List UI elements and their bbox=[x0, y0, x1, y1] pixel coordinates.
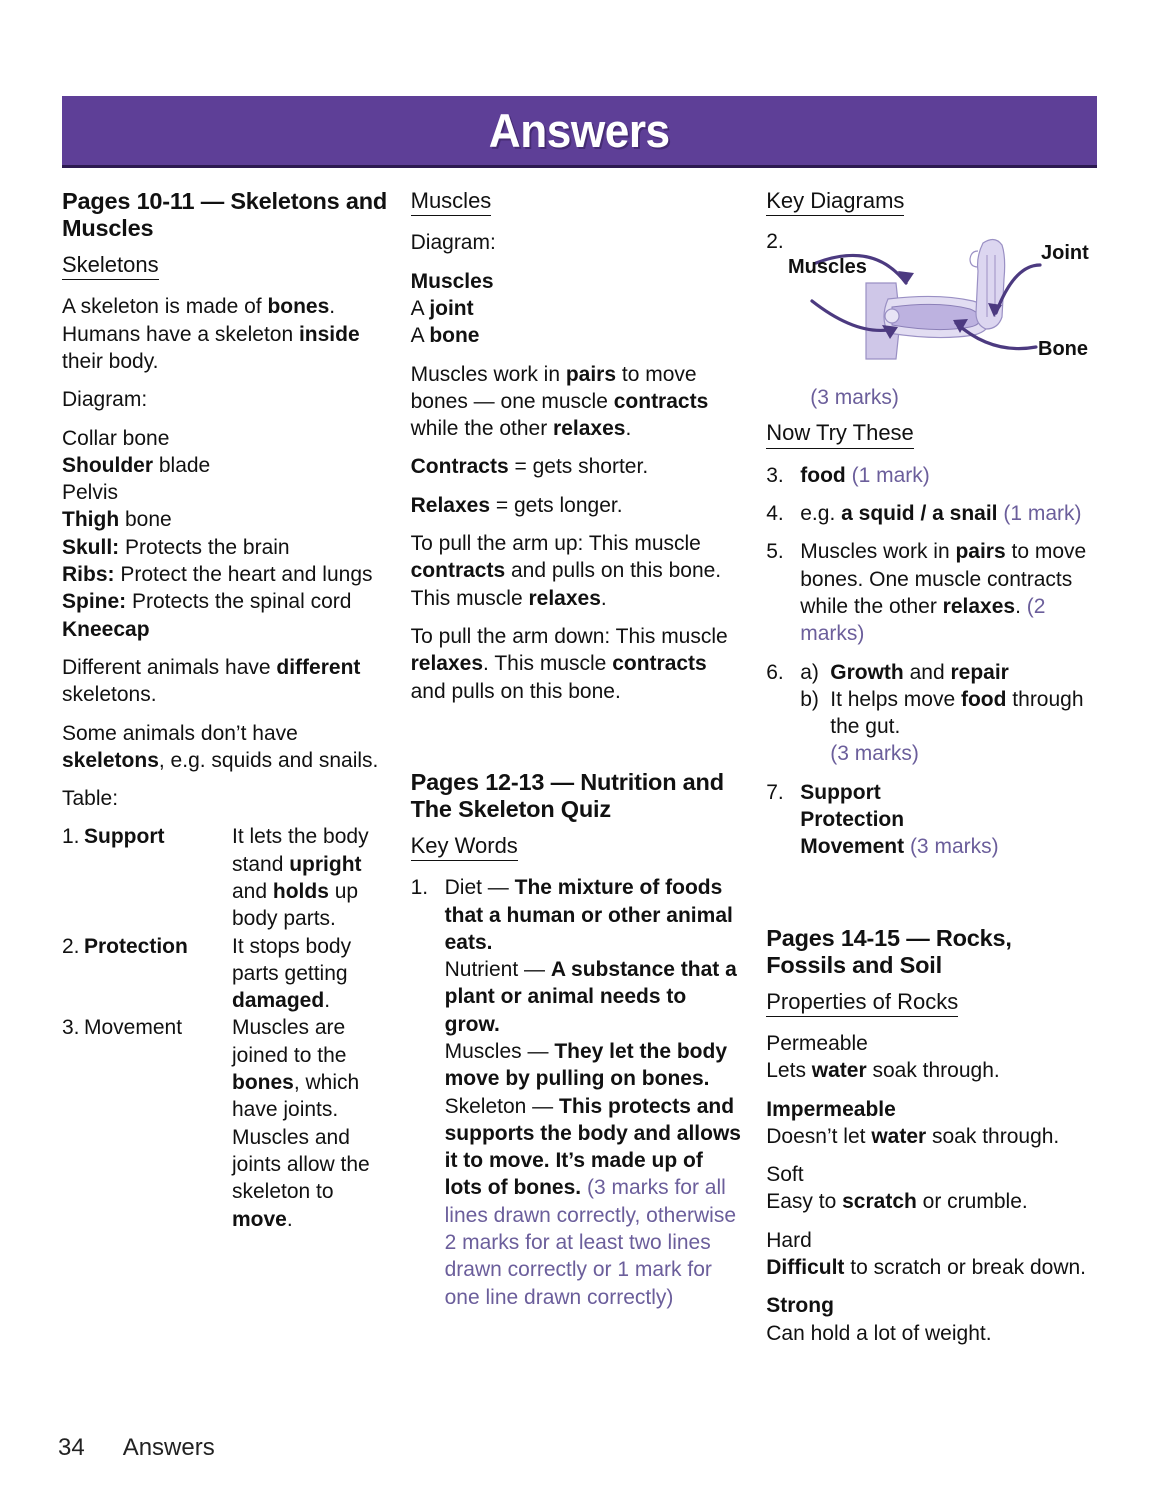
marks-text: (3 marks) bbox=[830, 742, 919, 766]
text-bold: food bbox=[960, 687, 1007, 711]
text-bold: relaxes bbox=[942, 594, 1016, 618]
diagram-answer-line bbox=[411, 322, 745, 349]
text-bold: relaxes bbox=[528, 586, 601, 610]
subheading-properties-of-rocks: Properties of Rocks bbox=[766, 989, 958, 1017]
text-bold: Growth bbox=[830, 660, 904, 684]
rock-property bbox=[766, 1227, 1090, 1282]
text-bold: a squid / a snail bbox=[841, 502, 998, 526]
column-3 bbox=[766, 188, 1102, 1378]
list-item-body bbox=[800, 779, 1090, 861]
sub-item-label: b) bbox=[800, 687, 819, 711]
rock-property bbox=[766, 1292, 1090, 1347]
text-fragment: soak through. bbox=[866, 1059, 1000, 1083]
text-bold: move bbox=[232, 1207, 287, 1231]
text-bold: They let the body move by pulling on bones. bbox=[444, 1039, 727, 1091]
text-bold: Shoulder bbox=[62, 453, 154, 477]
text-bold: water bbox=[811, 1059, 867, 1083]
diagram-answer-line bbox=[62, 561, 396, 588]
subheading-now-try-these: Now Try These bbox=[766, 420, 914, 448]
diagram-answer-list-col1 bbox=[62, 425, 396, 643]
text-fragment: It stops body parts getting bbox=[232, 934, 352, 985]
diagram-answer-line bbox=[62, 506, 396, 533]
answer-line bbox=[800, 779, 1090, 806]
table-row bbox=[62, 933, 396, 1015]
diagram-label-bone: Bone bbox=[1038, 338, 1089, 361]
rock-property-term bbox=[766, 1227, 1090, 1254]
table-row-number: 3. bbox=[62, 1016, 80, 1040]
subheading-key-diagrams: Key Diagrams bbox=[766, 188, 904, 216]
text-fragment: Different animals have bbox=[62, 655, 277, 679]
text-bold: damaged bbox=[232, 989, 325, 1013]
text-fragment: To pull the arm down: This muscle bbox=[410, 624, 728, 648]
list-item-body bbox=[800, 538, 1090, 647]
text-fragment: Can hold a lot of weight. bbox=[766, 1321, 992, 1345]
text-bold: relaxes bbox=[553, 417, 626, 441]
text-fragment: and pulls on this bone. This muscle bbox=[410, 559, 722, 610]
text-fragment: . This muscle bbox=[483, 652, 613, 676]
section-heading-rocks-fossils-soil: Pages 14-15 — Rocks, Fossils and Soil bbox=[766, 924, 1012, 979]
text-fragment: . bbox=[625, 417, 632, 441]
text-bold: Thigh bbox=[62, 508, 120, 532]
text-fragment: Collar bone bbox=[62, 426, 170, 450]
rock-property-term bbox=[766, 1161, 1090, 1188]
list-item bbox=[766, 538, 1090, 647]
text-fragment: Protects the spinal cord bbox=[126, 590, 352, 614]
list-item bbox=[766, 462, 1090, 489]
diagram-answer-line bbox=[411, 268, 745, 295]
rock-properties-list bbox=[766, 1030, 1090, 1347]
key-word-entry bbox=[445, 874, 745, 956]
table-label: Table: bbox=[62, 787, 119, 811]
text-fragment: = gets shorter. bbox=[508, 455, 649, 479]
text-fragment: Protects the brain bbox=[119, 535, 290, 559]
list-item bbox=[766, 779, 1090, 861]
text-fragment: their body. bbox=[62, 349, 159, 373]
text-fragment: to scratch or break down. bbox=[844, 1256, 1087, 1280]
diagram-answer-line bbox=[62, 479, 396, 506]
diagram-label-muscles: Muscles bbox=[788, 256, 868, 279]
text-fragment: Protect the heart and lungs bbox=[114, 563, 373, 587]
diagram-answer-list-col2 bbox=[411, 268, 745, 350]
marks-text: (1 mark) bbox=[851, 463, 930, 487]
text-fragment: . Humans have a skeleton bbox=[62, 295, 336, 346]
table-row bbox=[62, 1014, 396, 1232]
marks-text: (2 marks) bbox=[800, 594, 1046, 646]
text-bold: Muscles bbox=[410, 269, 494, 293]
list-item-body bbox=[800, 462, 1090, 489]
sub-item bbox=[800, 686, 1090, 741]
footer-label: Answers bbox=[122, 1434, 215, 1461]
text-bold: This protects and supports the body and allows it to move. It’s made up of lots of bones. bbox=[444, 1094, 741, 1200]
text-bold: bone bbox=[429, 324, 480, 348]
text-bold: joint bbox=[429, 296, 474, 320]
skeleton-functions-table bbox=[62, 823, 396, 1232]
diagram-answer-line bbox=[411, 295, 745, 322]
table-cell-description bbox=[232, 823, 396, 932]
diagram-answer-line bbox=[62, 588, 396, 615]
text-fragment: blade bbox=[153, 453, 211, 477]
rock-property-description bbox=[766, 1123, 1090, 1150]
list-item-body bbox=[800, 659, 1090, 768]
definition-relaxes bbox=[411, 492, 745, 519]
text-fragment: It lets the body stand bbox=[232, 825, 369, 876]
text-fragment: to move bones. One muscle contracts while the other bbox=[800, 540, 1087, 618]
text-fragment: Muscles — bbox=[444, 1039, 555, 1063]
diagram-label-col2: Diagram: bbox=[410, 231, 496, 255]
text-fragment: Hard bbox=[766, 1228, 812, 1252]
text-fragment: Diet — bbox=[444, 876, 515, 900]
rock-property-description bbox=[766, 1188, 1090, 1215]
text-fragment: Movement bbox=[84, 1016, 183, 1040]
diagram-answer-line bbox=[62, 425, 396, 452]
subheading-muscles-wrap bbox=[411, 188, 745, 223]
marks-text: (3 marks for all lines drawn correctly, otherwise 2 marks for at least two lines drawn correctly or 1 mark for one line drawn correctly) bbox=[444, 1176, 737, 1309]
page-header-banner bbox=[62, 96, 1097, 168]
text-bold: food bbox=[800, 463, 846, 487]
text-fragment: , which have joints. Muscles and joints allow the skeleton to bbox=[232, 1071, 370, 1204]
text-fragment: It helps move bbox=[830, 687, 961, 711]
sub-item-body bbox=[830, 686, 1090, 741]
table-cell-function bbox=[84, 933, 232, 1015]
text-fragment: up body parts. bbox=[232, 880, 359, 931]
subheading-skeletons-wrap bbox=[62, 252, 396, 287]
answer-line bbox=[800, 806, 1090, 833]
list-item-number: 7. bbox=[766, 780, 784, 804]
subheading-skeletons: Skeletons bbox=[62, 252, 159, 280]
rock-property-description bbox=[766, 1254, 1090, 1281]
text-fragment: while the other bbox=[410, 417, 554, 441]
text-fragment: Pelvis bbox=[62, 481, 119, 505]
list-item-body bbox=[800, 500, 1090, 527]
diagram-number: 2. bbox=[766, 230, 784, 254]
text-fragment: . bbox=[324, 989, 331, 1013]
text-bold: Kneecap bbox=[62, 617, 150, 641]
table-row bbox=[62, 823, 396, 932]
text-bold: A substance that a plant or animal needs to grow. bbox=[444, 958, 737, 1036]
now-try-these-list bbox=[766, 462, 1090, 861]
text-bold: Difficult bbox=[766, 1256, 845, 1280]
text-bold: Protection bbox=[800, 808, 905, 832]
text-fragment: Skeleton — bbox=[444, 1094, 560, 1118]
text-bold: contracts bbox=[612, 652, 707, 676]
text-bold: Support bbox=[84, 825, 165, 849]
key-word-entry bbox=[445, 1093, 745, 1311]
text-bold: bones bbox=[267, 295, 330, 319]
table-row-number: 1. bbox=[62, 825, 80, 849]
key-word-entry bbox=[445, 1038, 745, 1093]
text-bold: Ribs: bbox=[62, 563, 115, 587]
text-fragment: A bbox=[410, 296, 430, 320]
text-bold: Contracts bbox=[410, 455, 509, 479]
arm-diagram-svg bbox=[788, 221, 1098, 381]
text-bold: different bbox=[276, 655, 361, 679]
table-cell-function bbox=[84, 1014, 232, 1232]
definition-contracts bbox=[411, 453, 745, 480]
text-bold: pairs bbox=[565, 362, 617, 386]
list-item-number: 3. bbox=[766, 463, 784, 487]
diagram-answer-line bbox=[62, 452, 396, 479]
rock-property-term bbox=[766, 1096, 1090, 1123]
text-fragment: To pull the arm up: This muscle bbox=[410, 532, 701, 556]
text-bold: Strong bbox=[766, 1294, 834, 1318]
list-item bbox=[766, 659, 1090, 768]
text-fragment: Muscles are joined to the bbox=[232, 1016, 347, 1067]
sub-item-label: a) bbox=[800, 660, 819, 684]
list-item-number: 1. bbox=[410, 876, 429, 900]
text-fragment: through the gut. bbox=[830, 687, 1084, 739]
section-heading-skeletons-muscles: Pages 10-11 — Skeletons and Muscles bbox=[62, 188, 388, 242]
text-bold: holds bbox=[272, 880, 329, 903]
subheading-properties-of-rocks-wrap bbox=[766, 989, 1090, 1024]
text-bold: water bbox=[871, 1124, 927, 1148]
subheading-key-words-wrap bbox=[411, 833, 745, 868]
diagram-marks: (3 marks) bbox=[810, 386, 899, 410]
rock-property bbox=[766, 1030, 1090, 1085]
text-fragment: . bbox=[600, 586, 607, 610]
text-bold: contracts bbox=[410, 559, 506, 583]
page-footer bbox=[58, 1434, 215, 1462]
column-1 bbox=[62, 188, 408, 1378]
text-fragment: e.g. bbox=[800, 502, 842, 526]
sub-item-body bbox=[830, 659, 1090, 686]
text-bold: Spine: bbox=[62, 590, 127, 614]
list-item bbox=[766, 500, 1090, 527]
text-fragment: Easy to bbox=[766, 1190, 843, 1214]
paragraph-different-skeletons bbox=[62, 654, 396, 709]
text-bold: upright bbox=[289, 852, 362, 876]
text-fragment: and bbox=[232, 880, 273, 903]
marks-text: (3 marks) bbox=[904, 835, 999, 859]
text-fragment: Muscles work in bbox=[800, 540, 956, 564]
arm-muscle-diagram bbox=[766, 229, 1090, 384]
text-fragment: Nutrient — bbox=[444, 958, 551, 982]
three-column-body bbox=[62, 188, 1102, 1378]
rock-property-term bbox=[766, 1292, 1090, 1319]
text-fragment: A bbox=[410, 324, 430, 348]
rock-property-description bbox=[766, 1057, 1090, 1084]
table-cell-function bbox=[84, 823, 232, 932]
table-cell-description bbox=[232, 933, 396, 1015]
key-word-entry bbox=[445, 956, 745, 1038]
text-bold: bones bbox=[232, 1071, 294, 1095]
rock-property bbox=[766, 1096, 1090, 1151]
text-bold: The mixture of foods that a human or other animal eats. bbox=[444, 876, 733, 954]
text-bold: Support bbox=[800, 780, 881, 804]
text-fragment: and bbox=[903, 660, 951, 684]
section-heading-nutrition-quiz: Pages 12-13 — Nutrition and The Skeleton Quiz bbox=[410, 768, 724, 823]
list-item-number: 4. bbox=[766, 502, 784, 526]
subheading-key-words: Key Words bbox=[411, 833, 518, 861]
text-fragment: Muscles work in bbox=[410, 362, 566, 386]
text-fragment: or crumble. bbox=[916, 1190, 1028, 1214]
text-bold: Impermeable bbox=[766, 1097, 896, 1121]
rock-property-term bbox=[766, 1030, 1090, 1057]
text-fragment: Permeable bbox=[766, 1032, 868, 1055]
diagram-label-joint: Joint bbox=[1041, 242, 1090, 265]
list-item bbox=[411, 874, 745, 1311]
text-fragment: A skeleton is made of bbox=[62, 295, 268, 319]
text-bold: skeletons bbox=[62, 748, 159, 772]
text-fragment: Soft bbox=[766, 1163, 804, 1187]
column-2 bbox=[411, 188, 757, 1378]
subheading-key-diagrams-wrap bbox=[766, 188, 1090, 223]
text-bold: pairs bbox=[955, 540, 1006, 564]
footer-page-number: 34 bbox=[58, 1434, 85, 1461]
text-bold: Relaxes bbox=[410, 493, 491, 517]
answer-line bbox=[800, 833, 1090, 860]
list-item-body bbox=[445, 874, 745, 1311]
subheading-muscles: Muscles bbox=[411, 188, 492, 216]
table-row-number: 2. bbox=[62, 934, 80, 958]
list-item-number: 5. bbox=[766, 540, 784, 564]
text-bold: scratch bbox=[842, 1190, 917, 1214]
text-fragment: and pulls on this bone. bbox=[410, 679, 621, 703]
text-fragment: , e.g. squids and snails. bbox=[158, 748, 379, 772]
text-bold: relaxes bbox=[410, 652, 484, 676]
sub-item bbox=[800, 659, 1090, 686]
text-bold: Movement bbox=[800, 835, 905, 859]
list-item-number: 6. bbox=[766, 660, 784, 684]
text-fragment: Doesn’t let bbox=[766, 1124, 872, 1148]
text-bold: repair bbox=[950, 660, 1009, 684]
text-bold: contracts bbox=[613, 389, 709, 413]
rock-property-description bbox=[766, 1320, 1090, 1347]
text-fragment: Some animals don’t have bbox=[62, 721, 298, 745]
diagram-answer-line bbox=[62, 616, 396, 643]
key-words-list bbox=[411, 874, 745, 1311]
text-fragment: to move bones — one muscle bbox=[410, 362, 697, 413]
text-bold: Skull: bbox=[62, 535, 120, 559]
paragraph-arm-up bbox=[411, 530, 745, 612]
text-fragment: skeletons. bbox=[62, 683, 157, 707]
rock-property bbox=[766, 1161, 1090, 1216]
text-bold: inside bbox=[298, 322, 360, 346]
text-bold: Protection bbox=[84, 934, 188, 958]
table-cell-description bbox=[232, 1014, 396, 1232]
text-fragment: = gets longer. bbox=[490, 493, 623, 517]
text-fragment: soak through. bbox=[926, 1124, 1060, 1148]
diagram-label-col1: Diagram: bbox=[62, 388, 148, 412]
paragraph-skeleton-made-of bbox=[62, 293, 396, 375]
text-fragment: . bbox=[1015, 594, 1027, 618]
text-fragment: Lets bbox=[766, 1059, 812, 1083]
subheading-now-try-these-wrap bbox=[766, 420, 1090, 455]
diagram-answer-line bbox=[62, 534, 396, 561]
text-fragment: . bbox=[286, 1207, 293, 1231]
marks-text: (1 mark) bbox=[1003, 502, 1082, 526]
page-title: Answers bbox=[489, 104, 670, 157]
paragraph-some-animals bbox=[62, 720, 396, 775]
text-fragment: bone bbox=[119, 508, 172, 532]
paragraph-arm-down bbox=[411, 623, 745, 705]
paragraph-muscles-pairs bbox=[411, 361, 745, 443]
